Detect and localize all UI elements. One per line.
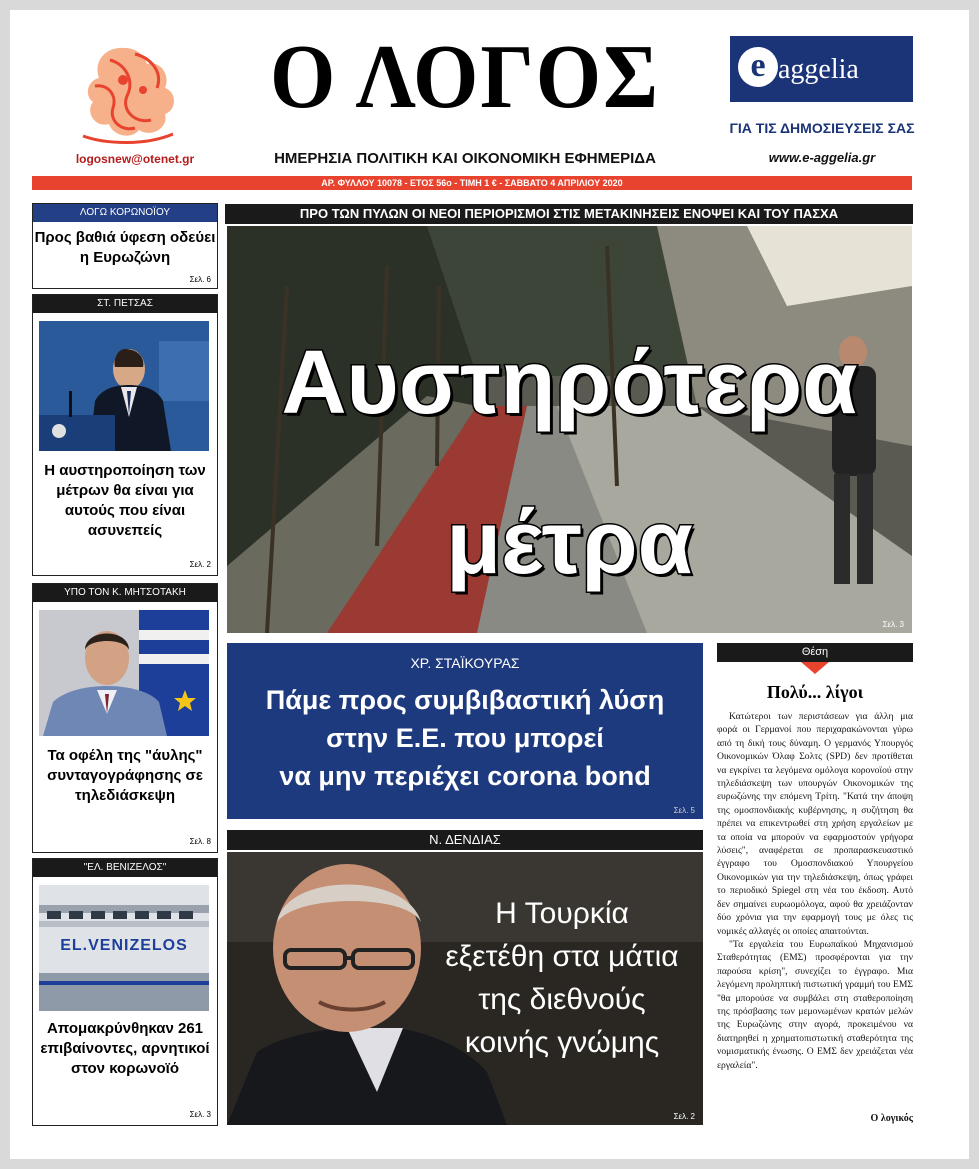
page-reference: Σελ. 2 [673,1112,695,1121]
dendias-headline-line4: κοινής γνώμης [464,1026,660,1059]
lead-headline-line1: Αυστηρότερα [281,333,858,433]
opinion-paragraph: "Τα εργαλεία του Ευρωπαϊκού Μηχανισμού Σταθερότητας (ΕΜΣ) προσφέρονται για την παρούσα κρίση", συνεχίζει το έγγραφο. Μια λεγόμενη προληπτική πιστωτική γραμμή του ΕΜΣ "θα μπορούσε να συμβάλει στη σταθεροποίηση της πρόσβασης των μεμονωμένων κρατών μελών της Ευρωζώνης στην αγορά, προκειμένου να διατηρηθεί η χρηματοπιστωτική σταθερότητα της νομισματικής ένωσης. Ο ΕΜΣ δεν χρειάζεται νέα εργαλεία". [717,938,913,1071]
page-reference: Σελ. 3 [189,1110,211,1119]
staikouras-headline-line2: στην Ε.Ε. που μπορεί [326,723,604,753]
sidebar-story-recession[interactable] [32,203,218,289]
sidebar-story-header: ΛΟΓΩ ΚΟΡΩΝΟΪΟΥ [33,204,217,222]
page-reference: Σελ. 8 [189,837,211,846]
mitsotakis-photo [39,610,209,736]
newspaper-subtitle: ΗΜΕΡΗΣΙΑ ΠΟΛΙΤΙΚΗ ΚΑΙ ΟΙΚΟΝΟΜΙΚΗ ΕΦΗΜΕΡΙΔΑ [274,150,656,167]
page-reference: Σελ. 5 [673,806,695,815]
dendias-story-header: Ν. ΔΕΝΔΙΑΣ [227,830,703,850]
sidebar-story-text: Η αυστηροποίηση των μέτρων θα είναι για αυτούς που είναι ασυνεπείς [44,462,206,539]
dendias-headline-line3: της διεθνούς [478,983,646,1016]
sidebar-story-header: ΣΤ. ΠΕΤΣΑΣ [33,295,217,313]
logo-figure-icon [65,40,185,152]
staikouras-headline-line1: Πάμε προς συμβιβαστική λύση [265,685,665,715]
lead-story-banner: ΠΡΟ ΤΩΝ ΠΥΛΩΝ ΟΙ ΝΕΟΙ ΠΕΡΙΟΡΙΣΜΟΙ ΣΤΙΣ ΜΕΤΑΚΙΝΗΣΕΙΣ ΕΝΟΨΕΙ ΚΑΙ ΤΟΥ ΠΑΣΧΑ [225,204,913,224]
eaggelia-ad-logo[interactable] [730,36,913,102]
page-reference: Σελ. 3 [882,620,904,629]
eaggelia-wordmark: aggelia [778,54,859,85]
newspaper-front-page [10,10,969,1159]
contact-email[interactable]: logosnew@otenet.gr [75,152,195,166]
staikouras-story[interactable] [227,643,703,819]
sidebar-story-mitsotakis[interactable] [32,583,218,853]
eaggelia-url[interactable]: www.e-aggelia.gr [768,150,876,165]
sidebar-story-venizelos[interactable] [32,858,218,1126]
staikouras-story-header: ΧΡ. ΣΤΑΪΚΟΥΡΑΣ [410,655,520,671]
sidebar-story-text: Προς βαθιά ύφεση οδεύει η Ευρωζώνη [34,229,216,266]
dendias-story[interactable] [227,852,703,1125]
sidebar-story-header: ΥΠΟ ΤΟΝ Κ. ΜΗΤΣΟΤΑΚΗ [33,584,217,602]
opinion-title: Πολύ... λίγοι [766,682,864,702]
opinion-signature: Ο λογικός [870,1113,913,1124]
ship-photo [39,885,209,1011]
dendias-headline-line1: Η Τουρκία [495,897,629,930]
dendias-headline-line2: εξετέθη στα μάτια [445,940,679,973]
issue-info-bar: ΑΡ. ΦΥΛΛΟΥ 10078 - ΕΤΟΣ 56ο - ΤΙΜΗ 1 € - ΣΑΒΒΑΤΟ 4 ΑΠΡΙΛΙΟΥ 2020 [32,176,912,190]
opinion-marker-icon [801,662,829,674]
lead-headline-line2: μέτρα [446,493,693,593]
ship-name-sign: EL.VENIZELOS [60,937,188,954]
lead-story-photo[interactable] [227,226,912,633]
eaggelia-tagline: ΓΙΑ ΤΙΣ ΔΗΜΟΣΙΕΥΣΕΙΣ ΣΑΣ [729,120,915,136]
opinion-header: Θέση [717,643,913,662]
opinion-paragraph: Κατώτεροι των περιστάσεων για άλλη μια φορά οι Γερμανοί που περιχαρακώνονται γύρω από τη δική τους δύναμη. Ο γερμανός Υπουργός Οικονομικών Όλαφ Σολτς (SPD) δεν προτίθεται να εγκρίνει τα λεγόμενα ομόλογα κορονοϊού στην τηλεδιάσκεψη των υπουργών Οικονομικών της ευρωζώνης την επόμενη Τρίτη. "Κατά την άποψη της ομοσπονδιακής κυβέρνησης, η συζήτηση θα πρέπει να επικεντρωθεί στη χρήση εργαλείων με τα οποία να μπορούν να εφαρμοστούν γρήγορα λύσεις", αναφέρεται σε προπαρασκευαστικό έγγραφο του Ομοσπονδιακού Υπουργείου Οικονομικών για την τηλεδιάσκεψη, όπως γράφει το περιοδικό Spiegel στη νέα του έκδοση. Αυτό δεν σημαίνει ευρωομόλογα, αφού θα χρειάζονταν δύο χρόνια για την εφαρμογή τους με όλες τις νομικές αλλαγές οι οποίες απαιτούνται. [717,711,913,937]
eaggelia-e-icon: e [738,47,778,87]
newspaper-title: Ο ΛΟΓΟΣ [269,27,661,128]
staikouras-headline-line3: να μην περιέχει corona bond [279,761,651,791]
sidebar-story-text: Απομακρύνθηκαν 261 επιβαίνοντες, αρνητικοί στον κορωνοϊό [40,1020,210,1077]
sidebar-story-header: "ΕΛ. ΒΕΝΙΖΕΛΟΣ" [33,859,217,877]
opinion-body [717,710,913,1072]
sidebar-story-petsas[interactable] [32,294,218,576]
page-reference: Σελ. 2 [189,560,211,569]
sidebar-story-text: Τα οφέλη της "άυλης" συνταγογράφησης σε τηλεδιάσκεψη [47,747,203,804]
petsas-photo [39,321,209,451]
page-reference: Σελ. 6 [189,275,211,284]
